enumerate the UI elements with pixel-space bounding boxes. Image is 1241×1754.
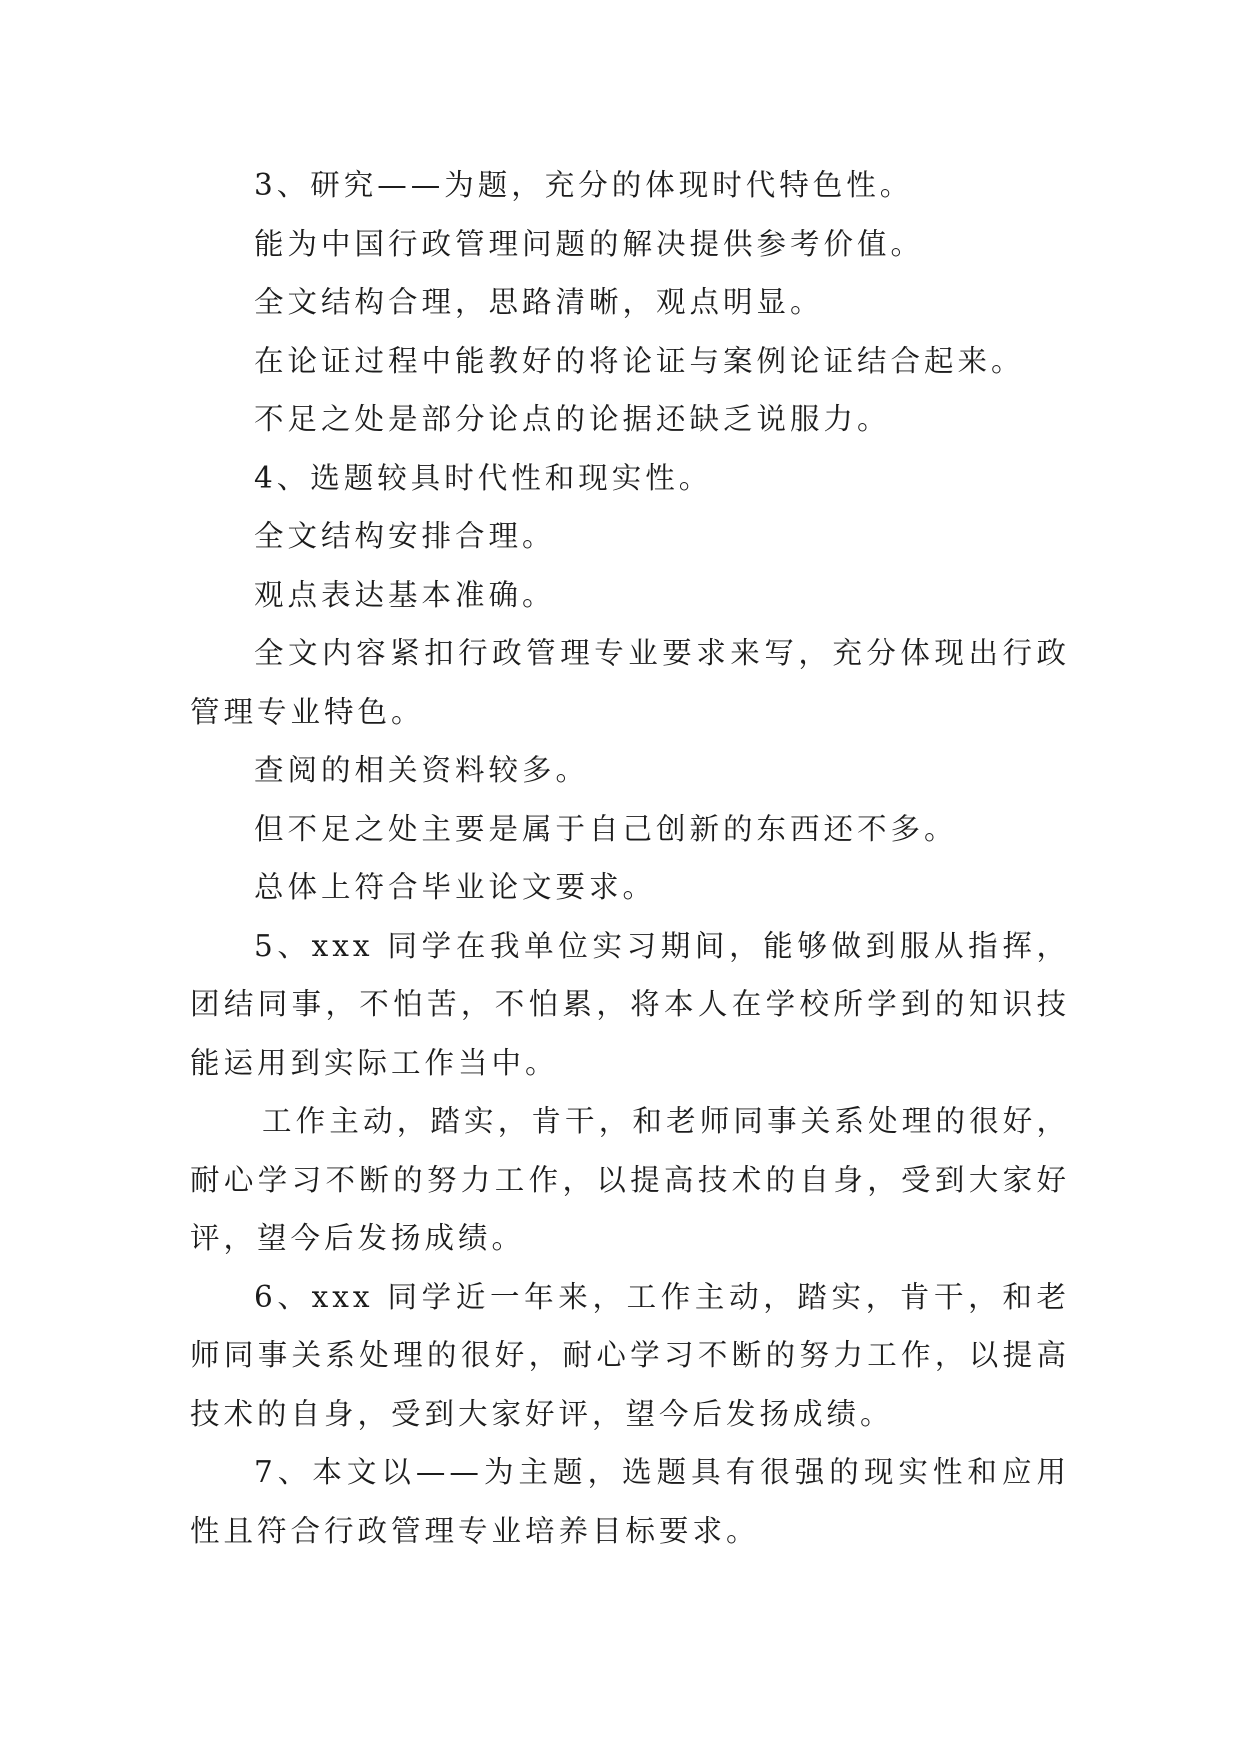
paragraph: 6、xxx 同学近一年来，工作主动，踏实，肯干，和老师同事关系处理的很好，耐心学习不断的努力工作，以提高技术的自身，受到大家好评，望今后发扬成绩。 — [190, 1279, 1070, 1431]
paragraph: 但不足之处主要是属于自己创新的东西还不多。 — [254, 811, 958, 846]
paragraph: 工作主动，踏实，肯干，和老师同事关系处理的很好，耐心学习不断的努力工作，以提高技术的自身，受到大家好评，望今后发扬成绩。 — [190, 1104, 1070, 1255]
paragraph: 全文结构合理，思路清晰，观点明显。 — [254, 285, 824, 319]
paragraph: 全文结构安排合理。 — [254, 519, 556, 553]
paragraph: 7、本文以——为主题，选题具有很强的现实性和应用性且符合行政管理专业培养目标要求。 — [190, 1455, 1070, 1548]
paragraph: 观点表达基本准确。 — [254, 577, 556, 612]
document-body — [190, 156, 1070, 1560]
paragraph: 4、选题较具时代性和现实性。 — [254, 460, 713, 495]
paragraph: 能为中国行政管理问题的解决提供参考价值。 — [254, 226, 925, 261]
paragraph: 全文内容紧扣行政管理专业要求来写，充分体现出行政管理专业特色。 — [190, 636, 1070, 729]
paragraph: 查阅的相关资料较多。 — [254, 753, 590, 787]
paragraph: 总体上符合毕业论文要求。 — [254, 870, 657, 904]
paragraph: 不足之处是部分论点的论据还缺乏说服力。 — [254, 402, 891, 436]
paragraph: 5、xxx 同学在我单位实习期间，能够做到服从指挥，团结同事，不怕苦，不怕累，将本人在学校所学到的知识技能运用到实际工作当中。 — [190, 928, 1070, 1080]
paragraph: 在论证过程中能教好的将论证与案例论证结合起来。 — [254, 343, 1025, 378]
paragraph: 3、研究——为题，充分的体现时代特色性。 — [254, 168, 914, 202]
